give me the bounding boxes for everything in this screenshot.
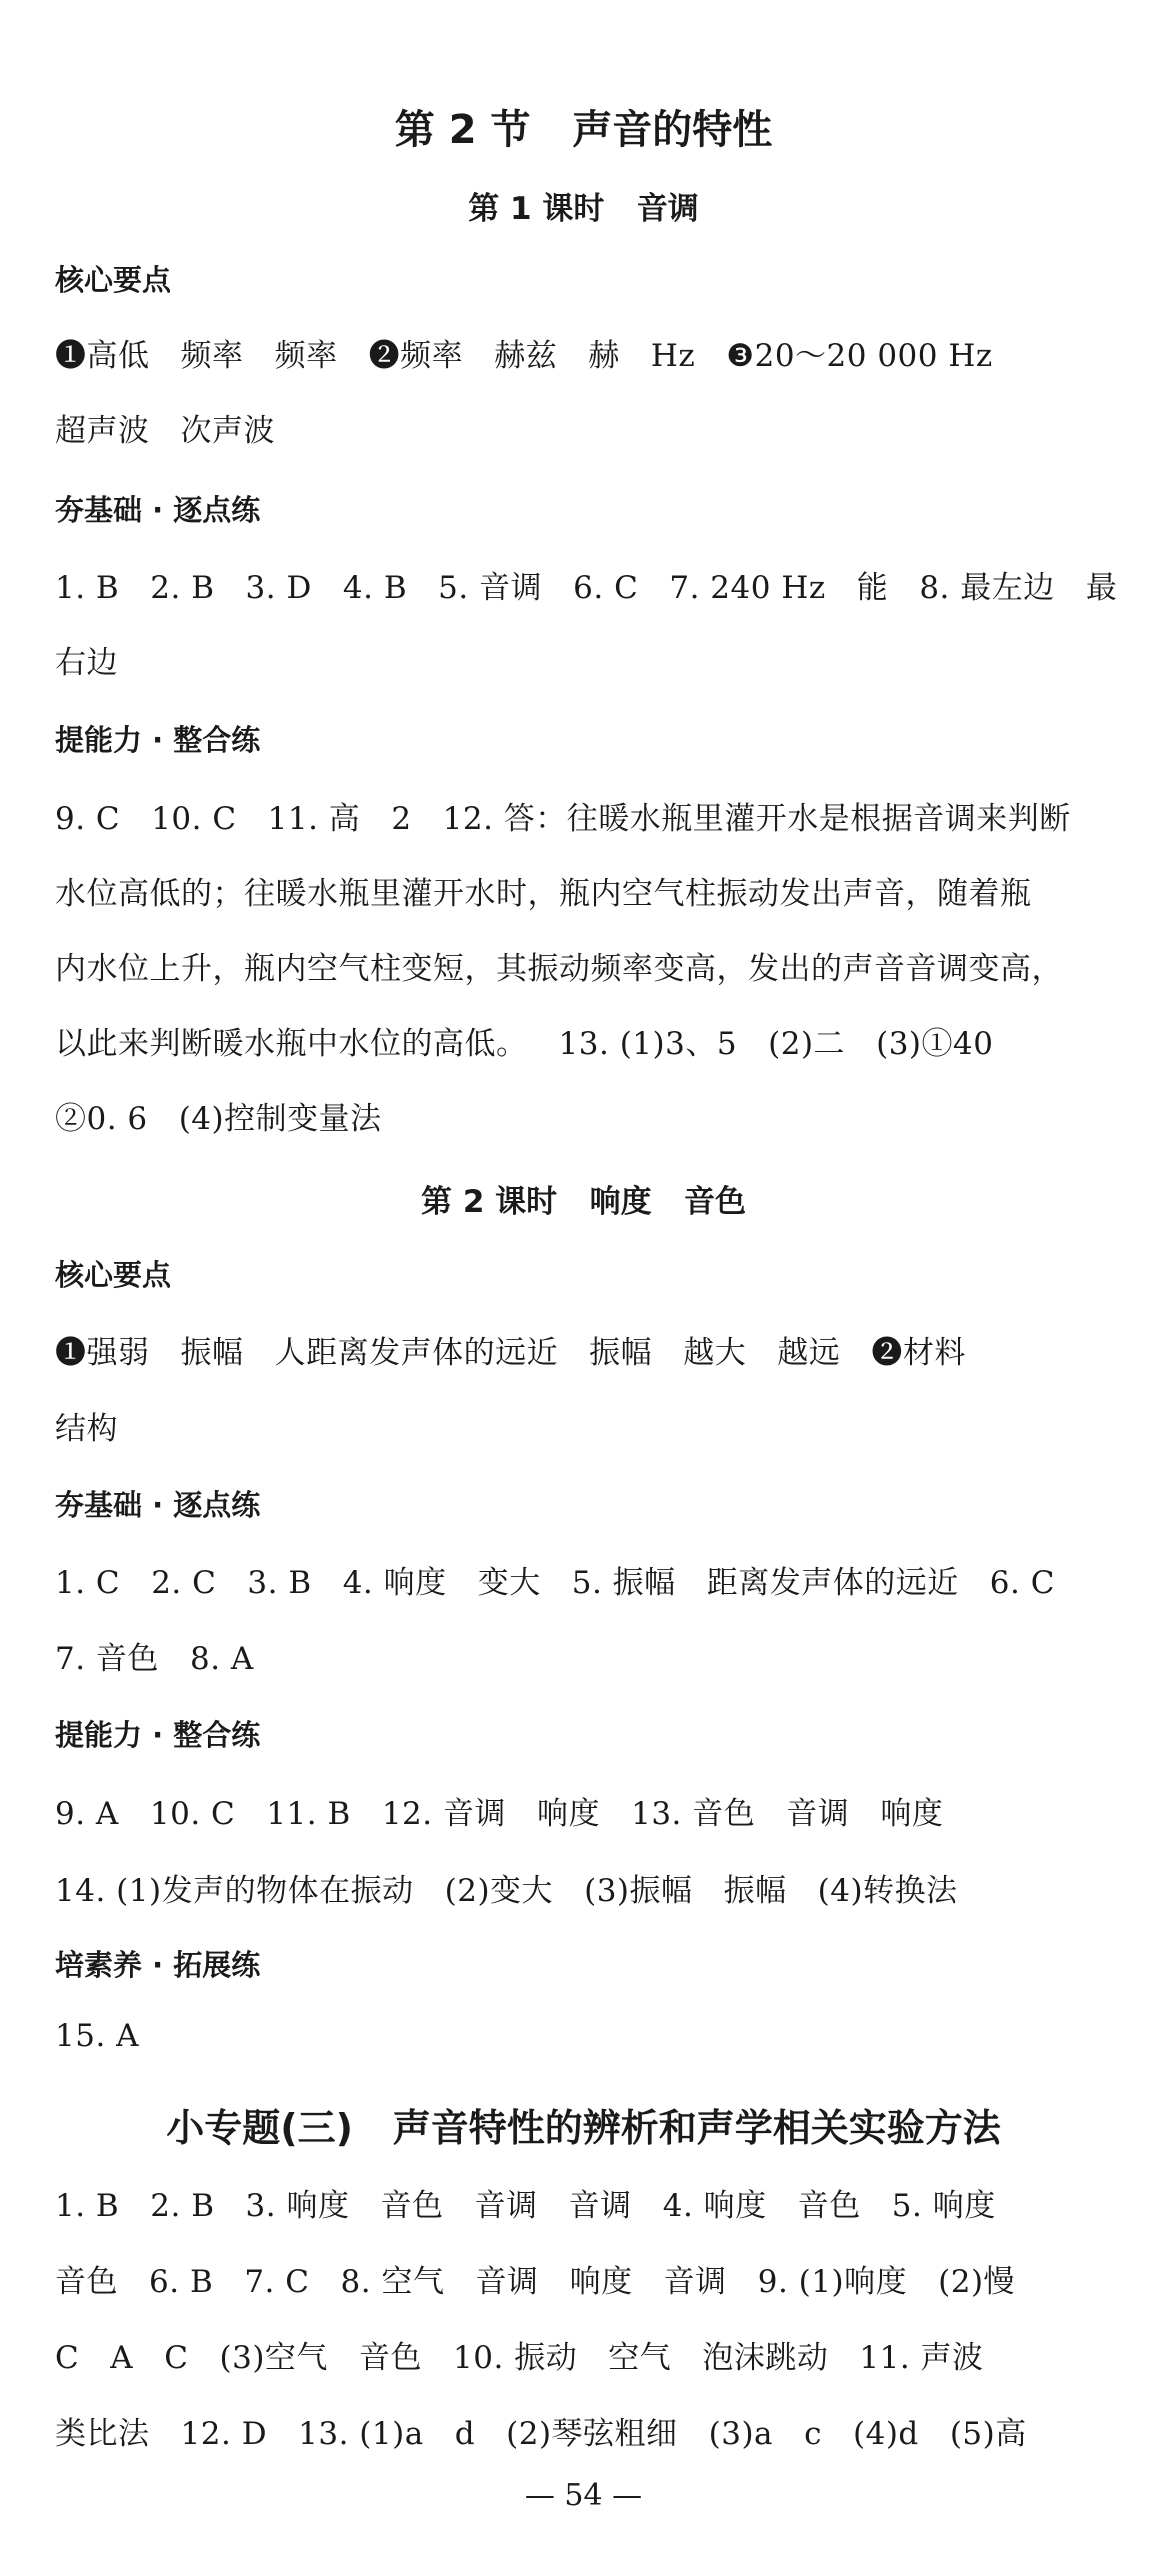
lesson1-basic-line-2: 右边 — [55, 645, 118, 681]
lesson2-core-label: 核心要点 — [55, 1258, 172, 1292]
lesson2-basic-line-1: 1. C 2. C 3. B 4. 响度 变大 5. 振幅 距离发声体的远近 6. C — [55, 1565, 1055, 1601]
lesson2-ability-label: 提能力 · 整合练 — [55, 1718, 261, 1752]
lesson1-ability-label: 提能力 · 整合练 — [55, 723, 261, 757]
topic-title: 小专题(三) 声音特性的辨析和声学相关实验方法 — [166, 2106, 1001, 2150]
lesson1-ability-line-4: 以此来判断暖水瓶中水位的高低。 13. (1)3、5 (2)二 (3)①40 — [55, 1026, 994, 1062]
lesson2-extend-line-1: 15. A — [55, 2018, 140, 2054]
lesson1-core-label: 核心要点 — [55, 263, 172, 297]
topic-line-4: 类比法 12. D 13. (1)a d (2)琴弦粗细 (3)a c (4)d (5)高 — [55, 2416, 1027, 2452]
lesson2-core-line-1: ❶强弱 振幅 人距离发声体的远近 振幅 越大 越远 ❷材料 — [55, 1335, 966, 1371]
lesson2-core-line-2: 结构 — [55, 1411, 118, 1447]
lesson1-title: 第 1 课时 音调 — [468, 191, 699, 227]
topic-line-1: 1. B 2. B 3. 响度 音色 音调 音调 4. 响度 音色 5. 响度 — [55, 2188, 996, 2224]
lesson2-extend-label: 培素养 · 拓展练 — [55, 1948, 261, 1982]
lesson2-basic-label: 夯基础 · 逐点练 — [55, 1488, 261, 1522]
lesson2-ability-line-2: 14. (1)发声的物体在振动 (2)变大 (3)振幅 振幅 (4)转换法 — [55, 1873, 958, 1909]
topic-line-3: C A C (3)空气 音色 10. 振动 空气 泡沫跳动 11. 声波 — [55, 2340, 984, 2376]
lesson1-basic-label: 夯基础 · 逐点练 — [55, 493, 261, 527]
page-number: — 54 — — [524, 2478, 643, 2513]
lesson1-core-line-2: 超声波 次声波 — [55, 413, 276, 449]
lesson2-title: 第 2 课时 响度 音色 — [421, 1184, 746, 1220]
lesson2-basic-line-2: 7. 音色 8. A — [55, 1641, 254, 1677]
section-title: 第 2 节 声音的特性 — [394, 107, 773, 153]
topic-line-2: 音色 6. B 7. C 8. 空气 音调 响度 音调 9. (1)响度 (2)慢 — [55, 2264, 1016, 2300]
lesson1-ability-line-1: 9. C 10. C 11. 高 2 12. 答：往暖水瓶里灌开水是根据音调来判断 — [55, 801, 1071, 837]
lesson1-ability-line-3: 内水位上升，瓶内空气柱变短，其振动频率变高，发出的声音音调变高， — [55, 951, 1063, 987]
lesson2-ability-line-1: 9. A 10. C 11. B 12. 音调 响度 13. 音色 音调 响度 — [55, 1796, 944, 1832]
lesson1-ability-line-2: 水位高低的；往暖水瓶里灌开水时，瓶内空气柱振动发出声音，随着瓶 — [55, 876, 1032, 912]
lesson1-ability-line-5: ②0. 6 (4)控制变量法 — [55, 1101, 382, 1137]
lesson1-basic-line-1: 1. B 2. B 3. D 4. B 5. 音调 6. C 7. 240 Hz 能 8. 最左边 最 — [55, 570, 1118, 606]
lesson1-core-line-1: ❶高低 频率 频率 ❷频率 赫兹 赫 Hz ❸20～20 000 Hz — [55, 338, 993, 374]
